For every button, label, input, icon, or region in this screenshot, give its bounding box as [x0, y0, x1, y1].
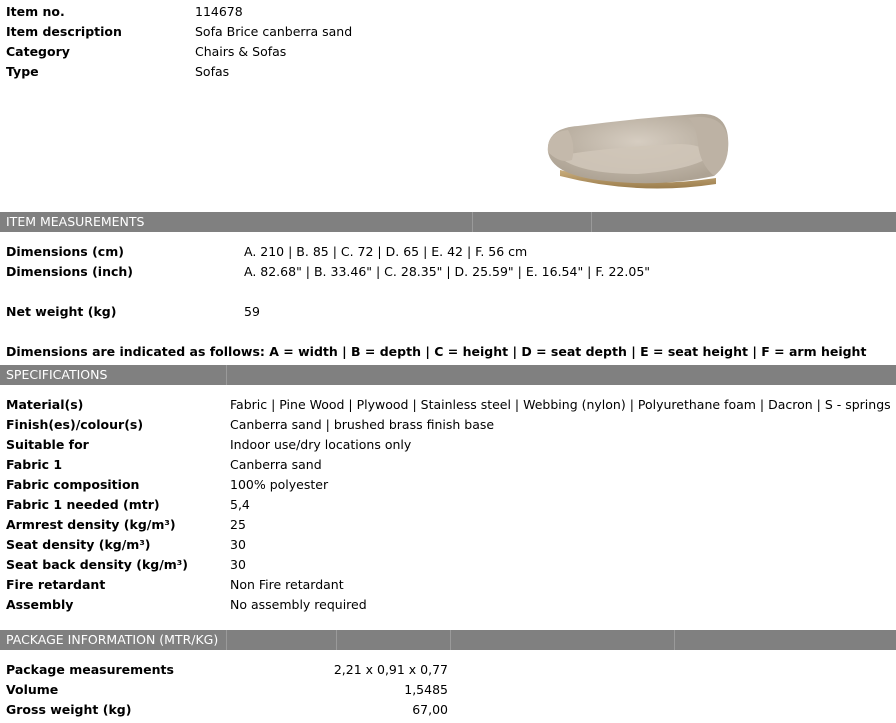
category-row — [0, 42, 896, 62]
spec-value: Non Fire retardant — [230, 577, 344, 592]
item-no-value: 114678 — [195, 4, 243, 19]
spec-label: Suitable for — [6, 437, 89, 452]
spec-row — [0, 575, 896, 595]
net-weight-row — [0, 302, 896, 322]
header-cell-divider — [472, 212, 473, 232]
spec-value: Fabric | Pine Wood | Plywood | Stainless steel | Webbing (nylon) | Polyurethane foam | Dacron | S - springs — [230, 397, 891, 412]
item-no-label: Item no. — [6, 4, 65, 19]
spec-row — [0, 515, 896, 535]
net-weight-label: Net weight (kg) — [6, 304, 117, 319]
spec-value: No assembly required — [230, 597, 367, 612]
category-value: Chairs & Sofas — [195, 44, 287, 59]
type-label: Type — [6, 64, 39, 79]
package-measurements-label: Package measurements — [6, 662, 174, 677]
spec-row — [0, 395, 896, 415]
dimensions-cm-value: A. 210 | B. 85 | C. 72 | D. 65 | E. 42 | F. 56 cm — [244, 244, 528, 259]
spec-row — [0, 415, 896, 435]
spec-label: Fabric composition — [6, 477, 140, 492]
package-measurements-value: 2,21 x 0,91 x 0,77 — [333, 662, 448, 677]
item-description-value: Sofa Brice canberra sand — [195, 24, 353, 39]
spec-value: Indoor use/dry locations only — [230, 437, 412, 452]
item-measurements-title: ITEM MEASUREMENTS — [6, 214, 145, 229]
header-cell-divider — [450, 630, 451, 650]
item-description-row — [0, 22, 896, 42]
gross-weight-value: 67,00 — [412, 702, 448, 717]
gross-weight-row — [0, 700, 896, 720]
spec-row — [0, 595, 896, 615]
item-description-label: Item description — [6, 24, 122, 39]
spec-label: Seat back density (kg/m³) — [6, 557, 188, 572]
volume-label: Volume — [6, 682, 59, 697]
item-no-row — [0, 2, 896, 22]
spec-row — [0, 495, 896, 515]
spec-row — [0, 535, 896, 555]
package-measurements-row — [0, 660, 896, 680]
spec-value: 100% polyester — [230, 477, 329, 492]
dimensions-legend: Dimensions are indicated as follows: A = width | B = depth | C = height | D = seat depth | E = seat height | F = arm height — [6, 344, 867, 359]
specifications-header — [0, 365, 896, 385]
spec-value: 30 — [230, 537, 246, 552]
spec-row — [0, 475, 896, 495]
type-value: Sofas — [195, 64, 230, 79]
type-row — [0, 62, 896, 82]
dimensions-cm-row — [0, 242, 896, 262]
spec-row — [0, 435, 896, 455]
net-weight-value: 59 — [244, 304, 260, 319]
specifications-title: SPECIFICATIONS — [6, 367, 108, 382]
spec-label: Material(s) — [6, 397, 84, 412]
spec-value: 30 — [230, 557, 246, 572]
category-label: Category — [6, 44, 70, 59]
spec-value: Canberra sand | brushed brass finish base — [230, 417, 495, 432]
spec-value: Canberra sand — [230, 457, 322, 472]
dimensions-inch-row — [0, 262, 896, 282]
sofa-product-image — [538, 104, 734, 196]
spec-value: 25 — [230, 517, 246, 532]
header-cell-divider — [226, 630, 227, 650]
spec-label: Armrest density (kg/m³) — [6, 517, 176, 532]
package-information-title: PACKAGE INFORMATION (MTR/KG) — [6, 632, 219, 647]
spec-row — [0, 455, 896, 475]
spec-label: Fire retardant — [6, 577, 106, 592]
dimensions-legend-row — [0, 342, 896, 362]
header-cell-divider — [674, 630, 675, 650]
gross-weight-label: Gross weight (kg) — [6, 702, 132, 717]
header-cell-divider — [226, 365, 227, 385]
volume-value: 1,5485 — [404, 682, 448, 697]
spec-label: Fabric 1 — [6, 457, 63, 472]
spec-label: Fabric 1 needed (mtr) — [6, 497, 160, 512]
spec-value: 5,4 — [230, 497, 250, 512]
spec-label: Finish(es)/colour(s) — [6, 417, 144, 432]
header-cell-divider — [591, 212, 592, 232]
item-measurements-header — [0, 212, 896, 232]
volume-row — [0, 680, 896, 700]
dimensions-cm-label: Dimensions (cm) — [6, 244, 124, 259]
spec-label: Assembly — [6, 597, 74, 612]
spec-label: Seat density (kg/m³) — [6, 537, 151, 552]
package-information-header — [0, 630, 896, 650]
spec-row — [0, 555, 896, 575]
dimensions-inch-label: Dimensions (inch) — [6, 264, 133, 279]
dimensions-inch-value: A. 82.68" | B. 33.46" | C. 28.35" | D. 25.59" | E. 16.54" | F. 22.05" — [244, 264, 651, 279]
header-cell-divider — [336, 630, 337, 650]
